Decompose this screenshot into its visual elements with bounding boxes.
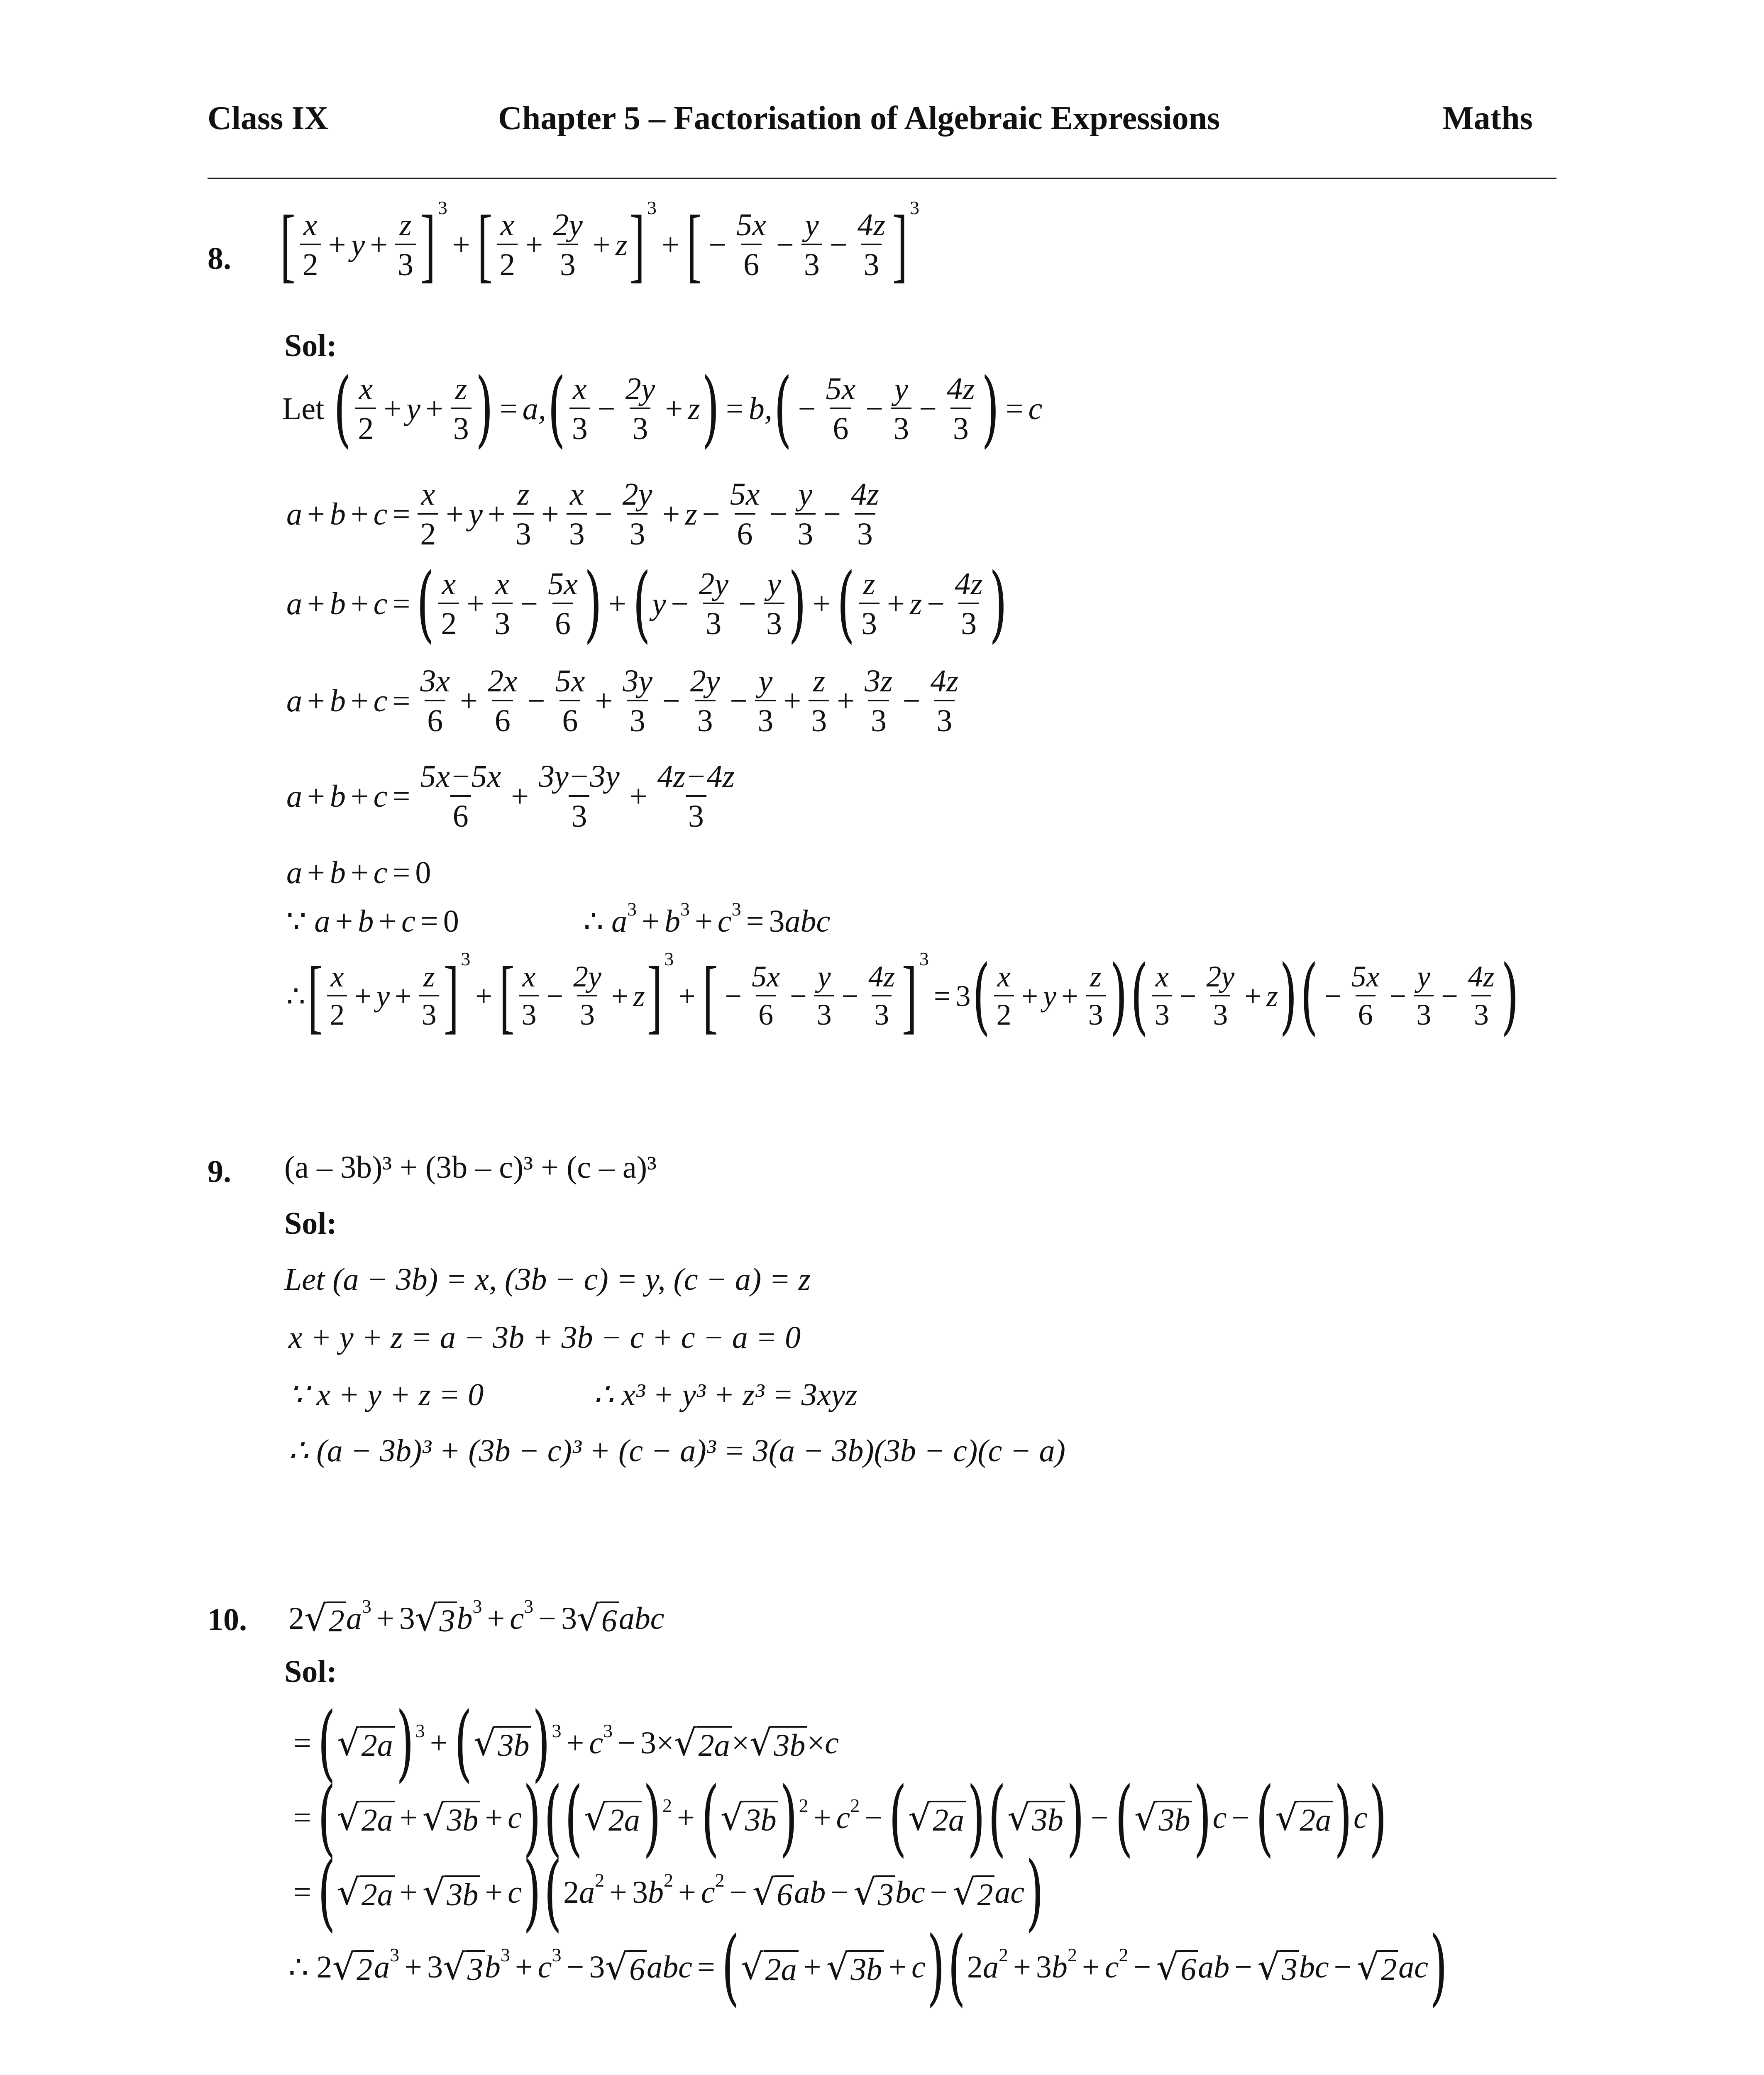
q8-result-line: ∴ [ $\frac{x}{2}$ + y + $\frac{z}{3}$ ] 3 + [ $\frac{x}{3}$ − $\frac{2y}{3}$ + z ] 3 + [ − $\frac{5x}{6}$ − $\frac{y}{3}$ − $\frac{4z}{3}$ ] 3 = 3 ( $\frac{x}{2}$ + y + $\frac{z}{3}$ ) ( $\frac{x}{3}$ − $\frac{2y}{3}$ + z ) ( − $\frac{5x}{6}$ − $\frac{y}{3}$ − $\frac{4z}{3}$ ) (286, 947, 1519, 1044)
header-chapter-title: Chapter 5 – Factorisation of Algebraic Expressions (498, 100, 1220, 137)
q8-sum-line-2: a + b + c = ( $\frac{x}{2}$ + $\frac{x}{3}$ − $\frac{5x}{6}$ ) + ( y − $\frac{2y}{3}$ − $\frac{y}{3}$ ) + ( $\frac{z}{3}$ + z − $\frac{4z}{3}$ ) (286, 555, 1007, 652)
question-8-problem: [ $\frac{x}{2}$ + y + $\frac{z}{3}$ ] 3 + [ $\frac{x}{2}$ + $\frac{2y}{3}$ + z ] 3 + [ − $\frac{5x}{6}$ − $\frac{y}{3}$ − $\frac{4z}{3}$ ] 3 (280, 197, 919, 290)
question-9-problem: (a – 3b)³ + (3b – c)³ + (c – a)³ (284, 1150, 657, 1185)
question-10-problem: 2 √ 2 a 3 + 3 √ 3 b 3 + c 3 − 3 √ 6 abc (288, 1595, 665, 1639)
q9-let-line: Let (a − 3b) = x, (3b − c) = y, (c − a) = z (284, 1262, 811, 1297)
q9-sum-line: x + y + z = a − 3b + 3b − c + c − a = 0 (288, 1320, 801, 1355)
q10-result-line: ∴ 2 √ 2 a 3 + 3 √ 3 b 3 + c 3 − 3 √ 6 abc = ( √ 2a + √ 3b + c ) ( 2 a 2 + 3 b 2 + c 2 − √ 6 ab − √ 3 bc − √ 2 ac ) (288, 1919, 1448, 2015)
header-rule (208, 178, 1556, 179)
q8-let-line: Let ( $\frac{x}{2}$ + y + $\frac{z}{3}$ ) = a, ( $\frac{x}{3}$ − $\frac{2y}{3}$ + z ) = b, ( − $\frac{5x}{6}$ − $\frac{y}{3}$ − $\frac{4z}{3}$ ) = c (282, 360, 1043, 457)
q8-sum-zero: a + b + c = 0 (286, 855, 431, 890)
header-subject: Maths (1442, 100, 1533, 137)
q10-step-2: = ( √ 2a + √ 3b + c ) ( ( √ 2a ) 2 + ( √ 3b ) 2 + c 2 − ( √ 2a ) ( √ 3b ) − ( √ 3b ) c − ( √ 2a ) c ) (293, 1769, 1387, 1866)
question-9-number: 9. (208, 1154, 231, 1189)
header-class: Class IX (208, 100, 329, 137)
q10-step-1: = ( √ 2a ) 3 + ( √ 3b ) 3 + c 3 − 3× √ 2a × √ 3b × c (293, 1694, 839, 1791)
q8-sum-line-3: a + b + c = $\frac{3x}{6}$ + $\frac{2x}{6}$ − $\frac{5x}{6}$ + $\frac{3y}{3}$ − $\frac{2y}{3}$ − $\frac{y}{3}$ + $\frac{z}{3}$ + $\frac{3z}{3}$ − $\frac{4z}{3}$ (286, 664, 959, 739)
q9-since-line: ∵ x + y + z = 0 (288, 1377, 484, 1412)
question-8-number: 8. (208, 241, 231, 276)
question-8-sol-label: Sol: (284, 328, 337, 363)
question-10-sol-label: Sol: (284, 1654, 337, 1689)
q9-therefore-identity: ∴ x³ + y³ + z³ = 3xyz (594, 1377, 858, 1412)
q9-result-line: ∴ (a − 3b)³ + (3b − c)³ + (c − a)³ = 3(a − 3b)(3b − c)(c − a) (288, 1433, 1065, 1468)
question-9-sol-label: Sol: (284, 1206, 337, 1241)
q8-let-word: Let (282, 391, 325, 426)
q8-sum-line-4: a + b + c = $\frac{5x-5x}{6}$ + $\frac{3y-3y}{3}$ + $\frac{4z-4z}{3}$ (286, 759, 735, 834)
q10-step-3: = ( √ 2a + √ 3b + c ) ( 2 a 2 + 3 b 2 + c 2 − √ 6 ab − √ 3 bc − √ 2 ac ) (293, 1844, 1044, 1941)
question-10-number: 10. (208, 1602, 247, 1637)
q8-since-line: ∵ a + b + c = 0 ∴ a 3 + b 3 + c 3 = 3 abc (286, 898, 831, 939)
q8-sum-line-1: a + b + c = $\frac{x}{2}$ + y + $\frac{z}{3}$ + $\frac{x}{3}$ − $\frac{2y}{3}$ + z − $\frac{5x}{6}$ − $\frac{y}{3}$ − $\frac{4z}{3}$ (286, 477, 879, 552)
